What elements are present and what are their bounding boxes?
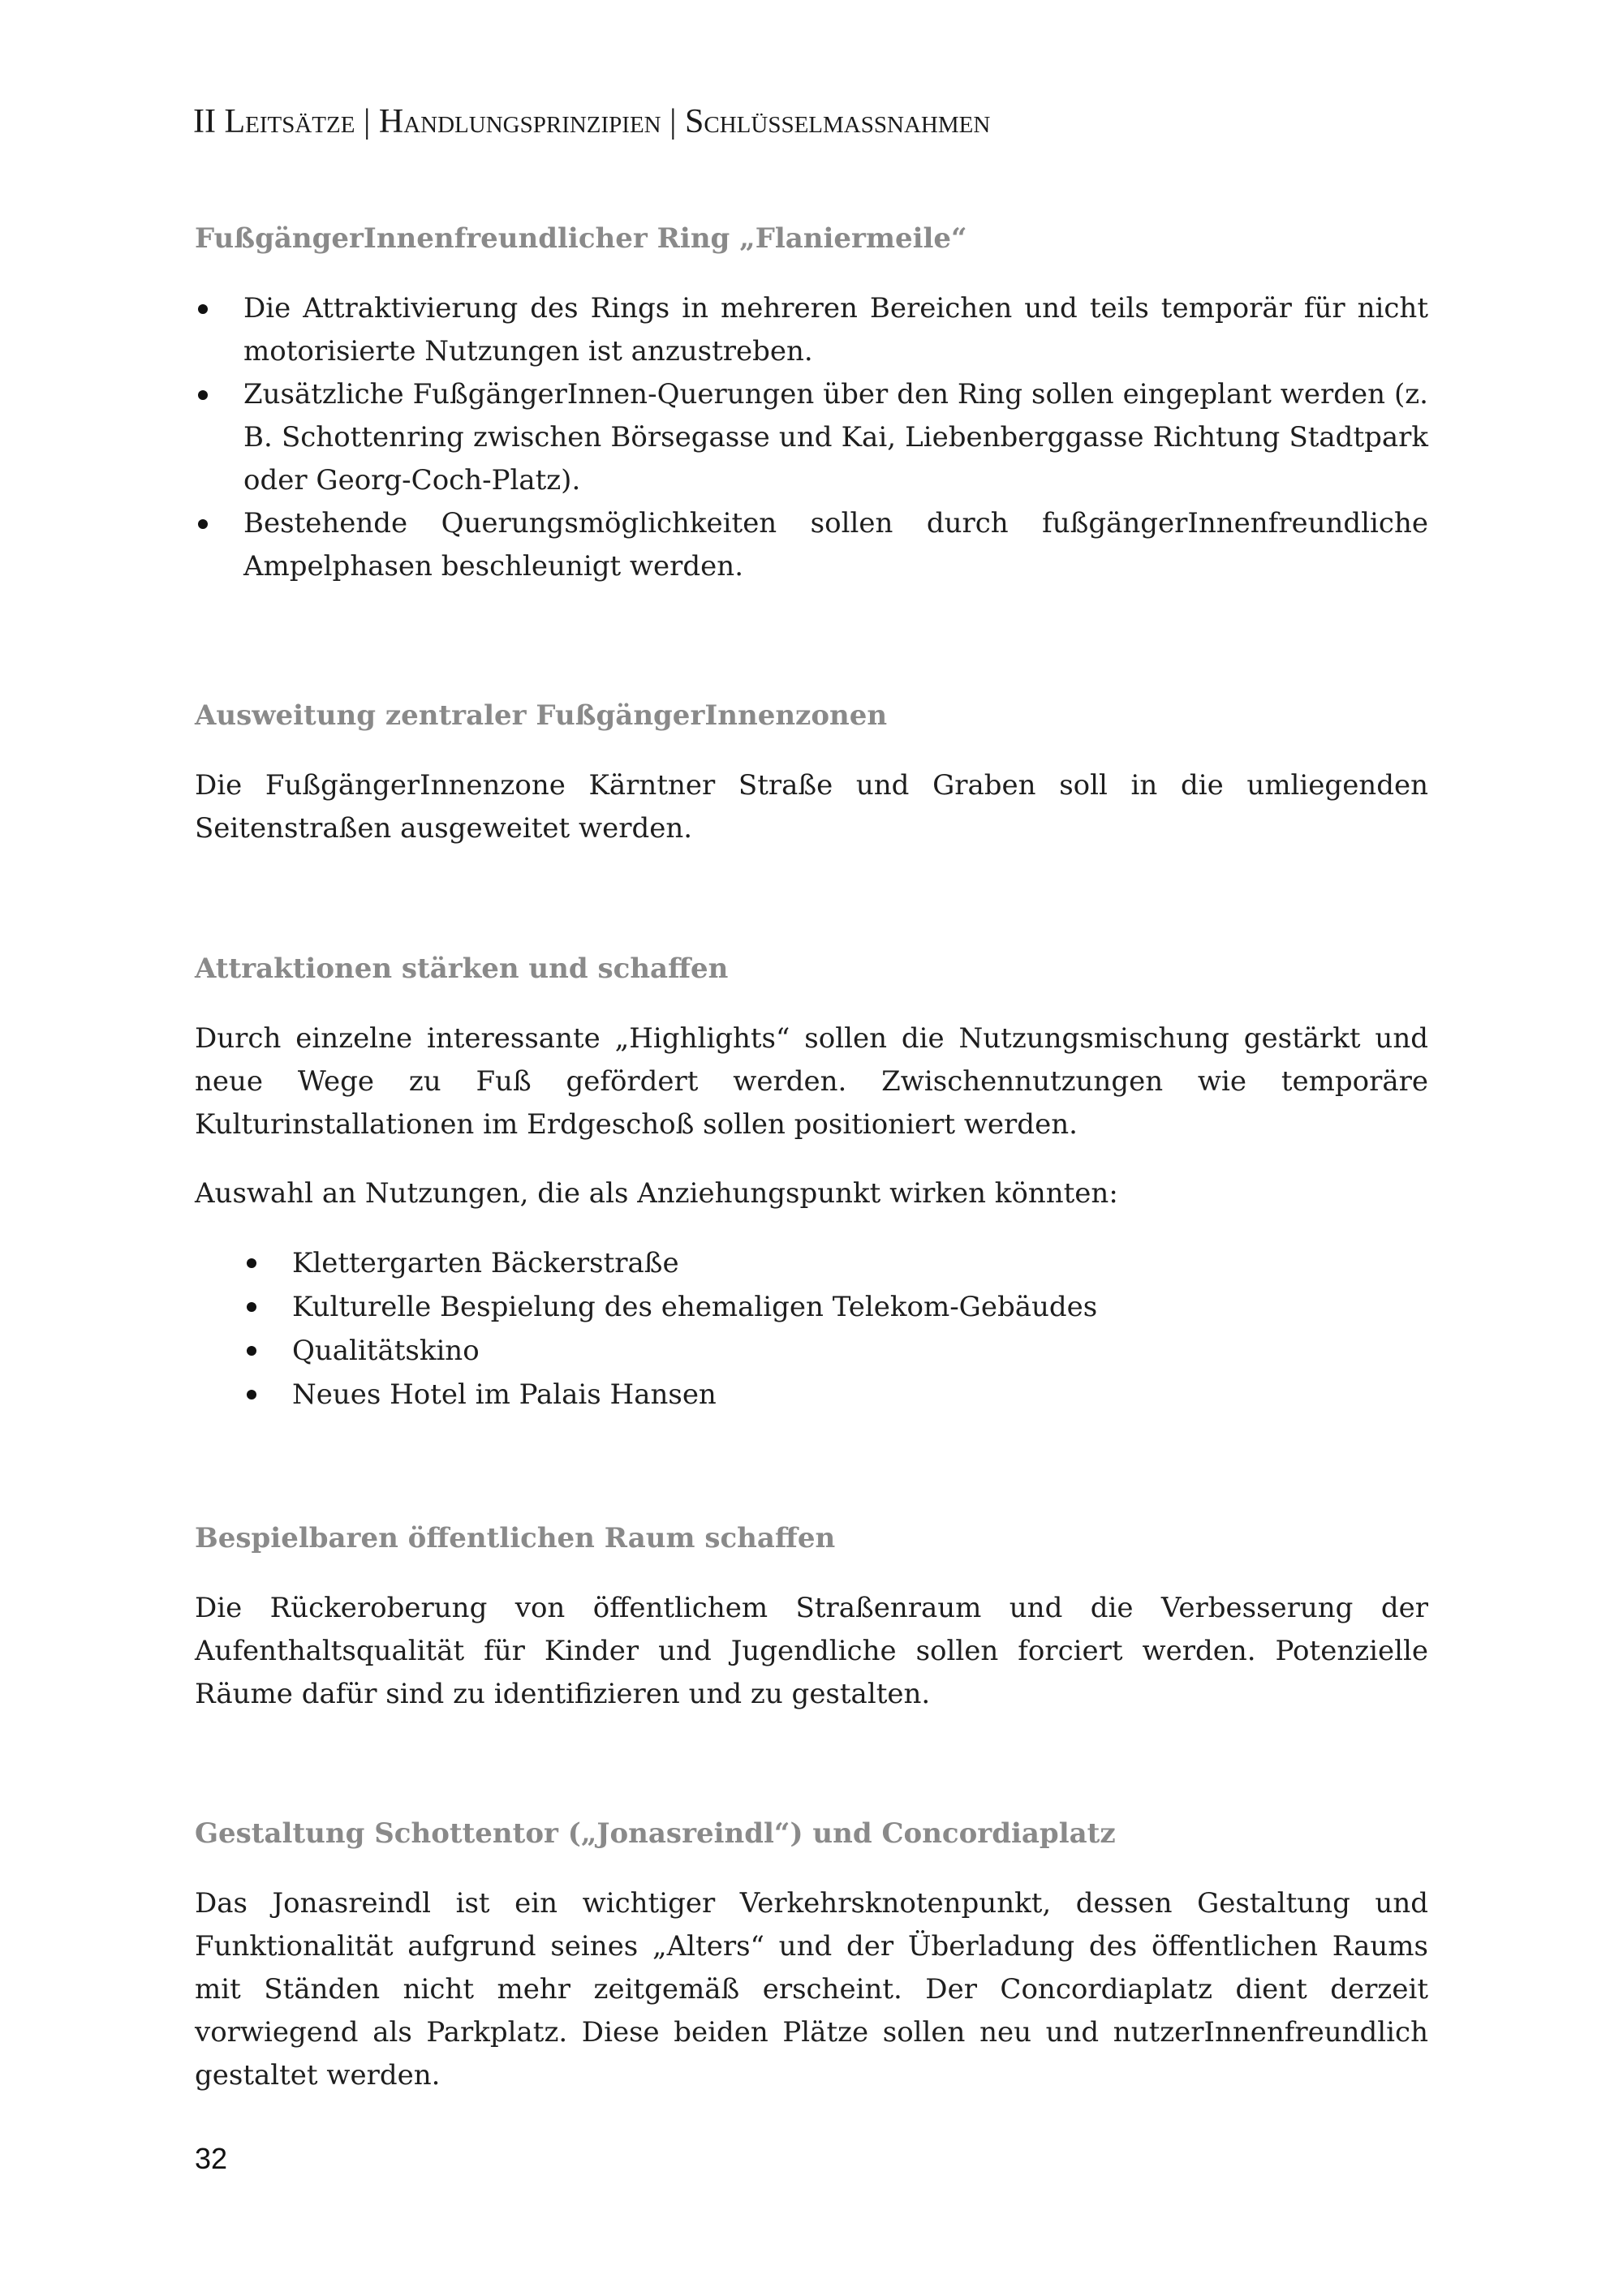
section-heading: Gestaltung Schottentor („Jonasreindl“) und Concordiaplatz: [195, 1817, 1116, 1850]
section-heading: Bespielbaren öffentlichen Raum schaffen: [195, 1522, 836, 1554]
list-item-text: Klettergarten Bäckerstraße: [292, 1247, 679, 1279]
bullet-icon: [247, 1346, 256, 1356]
header-separator: |: [661, 103, 686, 140]
bullet-icon: [198, 304, 208, 314]
section-paragraph: Das Jonasreindl ist ein wichtiger Verkehrsknotenpunkt, dessen Gestaltung und Funktionalität aufgrund seines „Alters“ und der Überladung des öffentlichen Raums mit Ständen nicht mehr zeitgemäß erscheint. Der Concordiaplatz dient derzeit vorwiegend als Parkplatz. Diese beiden Plätze sollen neu und nutzerInnenfreundlich gestaltet werden.: [195, 1887, 1428, 2092]
bullet-list: [195, 287, 1428, 588]
page-header: [193, 99, 1443, 144]
section-fussgaengerzonen: [195, 698, 1428, 850]
list-item: [243, 1373, 1428, 1417]
section-flaniermeile: [195, 221, 1428, 588]
section-attraktionen: [195, 951, 1428, 1417]
section-heading: Ausweitung zentraler FußgängerInnenzonen: [195, 699, 888, 732]
list-item-text: Neues Hotel im Palais Hansen: [292, 1378, 717, 1411]
bullet-icon: [247, 1302, 256, 1312]
list-item: [195, 373, 1428, 502]
header-part-1: II L: [193, 103, 246, 140]
section-schottentor: [195, 1816, 1428, 2097]
list-item-text: Zusätzliche FußgängerInnen-Querungen über den Ring sollen eingeplant werden (z. B. Schottenring zwischen Börsegasse und Kai, Liebenberggasse Richtung Stadtpark oder Georg-Coch-Platz).: [243, 378, 1428, 497]
bullet-icon: [198, 519, 208, 529]
page-number: 32: [195, 2142, 228, 2175]
section-paragraph: Die FußgängerInnenzone Kärntner Straße und Graben soll in die umliegenden Seitenstraßen ausgeweitet werden.: [195, 769, 1428, 845]
list-item: [243, 1329, 1428, 1373]
bullet-icon: [247, 1258, 256, 1268]
bullet-icon: [198, 390, 208, 400]
list-item-text: Qualitätskino: [292, 1335, 480, 1367]
header-part-3-smallcaps: chlüsselmassnahmen: [704, 103, 991, 140]
list-item: [195, 502, 1428, 588]
header-part-2-smallcaps: andlungsprinzipien: [403, 103, 661, 140]
section-paragraph: Durch einzelne interessante „Highlights“ sollen die Nutzungsmischung gestärkt und neue Wege zu Fuß gefördert werden. Zwischennutzungen wie temporäre Kulturinstallationen im Erdgeschoß sollen positioniert werden.: [195, 1022, 1428, 1141]
header-separator: |: [355, 103, 379, 140]
list-item: [243, 1241, 1428, 1285]
section-heading: Attraktionen stärken und schaffen: [195, 952, 729, 985]
section-heading: FußgängerInnenfreundlicher Ring „Flaniermeile“: [195, 222, 967, 255]
list-item-text: Bestehende Querungsmöglichkeiten sollen durch fußgängerInnenfreundliche Ampelphasen beschleunigt werden.: [243, 507, 1428, 583]
list-item: [195, 287, 1428, 373]
section-paragraph: Die Rückeroberung von öffentlichem Straßenraum und die Verbesserung der Aufenthaltsqualität für Kinder und Jugendliche sollen forciert werden. Potenzielle Räume dafür sind zu identifizieren und zu gestalten.: [195, 1592, 1428, 1710]
list-item-text: Die Attraktivierung des Rings in mehreren Bereichen und teils temporär für nicht motorisierte Nutzungen ist anzustreben.: [243, 292, 1428, 368]
section-oeffentlicher-raum: [195, 1520, 1428, 1716]
bullet-icon: [247, 1390, 256, 1400]
section-paragraph-intro: Auswahl an Nutzungen, die als Anziehungspunkt wirken könnten:: [195, 1177, 1118, 1210]
header-part-3: S: [685, 103, 704, 140]
bullet-list: [195, 1241, 1428, 1417]
list-item: [243, 1285, 1428, 1329]
header-part-2: H: [378, 103, 404, 140]
header-part-1-smallcaps: eitsätze: [245, 103, 355, 140]
list-item-text: Kulturelle Bespielung des ehemaligen Telekom-Gebäudes: [292, 1291, 1098, 1323]
